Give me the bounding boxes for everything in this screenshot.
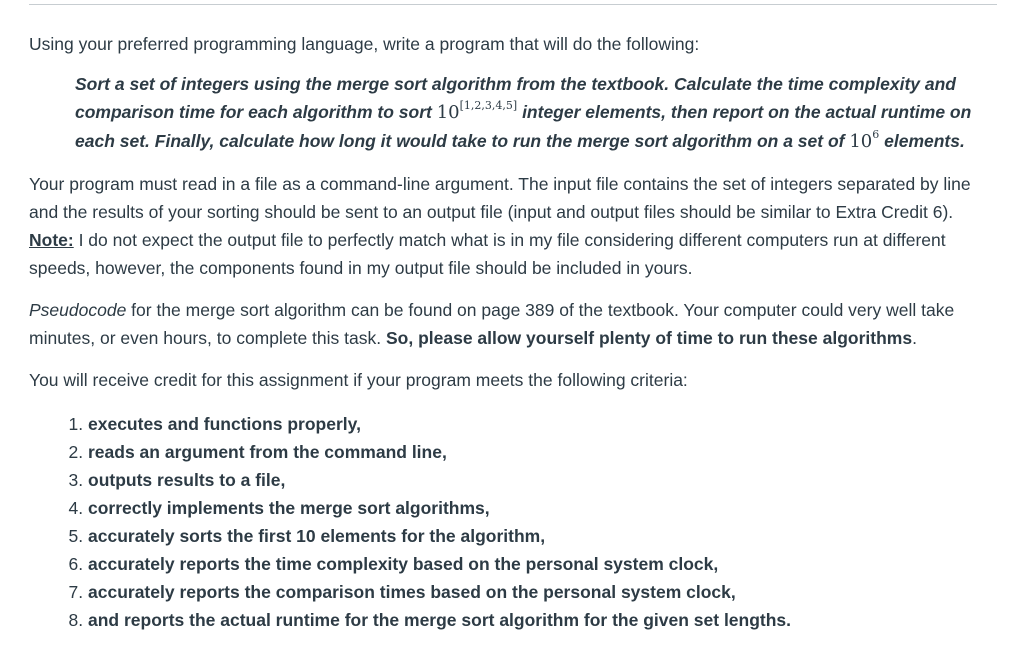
criteria-item — [88, 522, 991, 550]
math-exponent-2: 6 — [872, 128, 880, 141]
criteria-text: accurately reports the time complexity based on the personal system clock, — [88, 554, 719, 574]
criteria-text: and reports the actual runtime for the merge sort algorithm for the given set lengths. — [88, 610, 792, 630]
criteria-list — [29, 410, 991, 634]
math-power-2 — [849, 128, 880, 152]
criteria-text: outputs results to a file, — [88, 470, 286, 490]
pseudocode-word: Pseudocode — [29, 300, 127, 320]
criteria-text: reads an argument from the command line, — [88, 442, 447, 462]
input-file-paragraph — [29, 170, 991, 282]
criteria-text: executes and functions properly, — [88, 414, 361, 434]
assignment-content — [29, 30, 991, 634]
criteria-item — [88, 494, 991, 522]
criteria-item — [88, 438, 991, 466]
task-text-part1: Sort a set of integers using the merge sort algorithm from the textbook. Calculate the time complexity and comparison time for each algorithm to sort — [75, 74, 956, 122]
math-exponent-1: [1,2,3,4,5] — [459, 99, 518, 112]
criteria-text: accurately sorts the first 10 elements for the algorithm, — [88, 526, 546, 546]
para1-text-after: I do not expect the output file to perfectly match what is in my file considering different computers run at different speeds, however, the components found in my output file should be included in yours. — [29, 230, 946, 278]
intro-paragraph: Using your preferred programming language, write a program that will do the following: — [29, 34, 700, 54]
task-statement — [75, 70, 991, 156]
criteria-item — [88, 410, 991, 438]
time-warning: So, please allow yourself plenty of time to run these algorithms — [385, 328, 913, 348]
criteria-item — [88, 606, 991, 634]
task-text-part2: integer elements, then report on the actual runtime on each set. Finally, calculate how long it would take to run the merge sort algorithm on a set of — [75, 102, 972, 151]
math-base-1: 10 — [436, 102, 460, 123]
criteria-item — [88, 578, 991, 606]
para2-end: . — [912, 328, 917, 348]
top-divider — [29, 4, 997, 5]
math-base-2: 10 — [849, 131, 873, 152]
para1-text-before: Your program must read in a file as a command-line argument. The input file contains the set of integers separated by line and the results of your sorting should be sent to an output file (input and output files should be similar to Extra Credit 6). — [29, 174, 971, 222]
note-label: Note: — [29, 230, 74, 250]
para2-text-middle: for the merge sort algorithm can be found on page 389 of the textbook. Your computer could very well take minutes, or even hours, to complete this task. — [29, 300, 955, 348]
criteria-text: correctly implements the merge sort algorithms, — [88, 498, 490, 518]
criteria-text: accurately reports the comparison times based on the personal system clock, — [88, 582, 736, 602]
pseudocode-paragraph — [29, 296, 991, 352]
criteria-intro: You will receive credit for this assignment if your program meets the following criteria: — [29, 370, 688, 390]
criteria-item — [88, 466, 991, 494]
math-power-1 — [436, 99, 518, 123]
task-text-part3: elements. — [879, 131, 965, 151]
criteria-item — [88, 550, 991, 578]
